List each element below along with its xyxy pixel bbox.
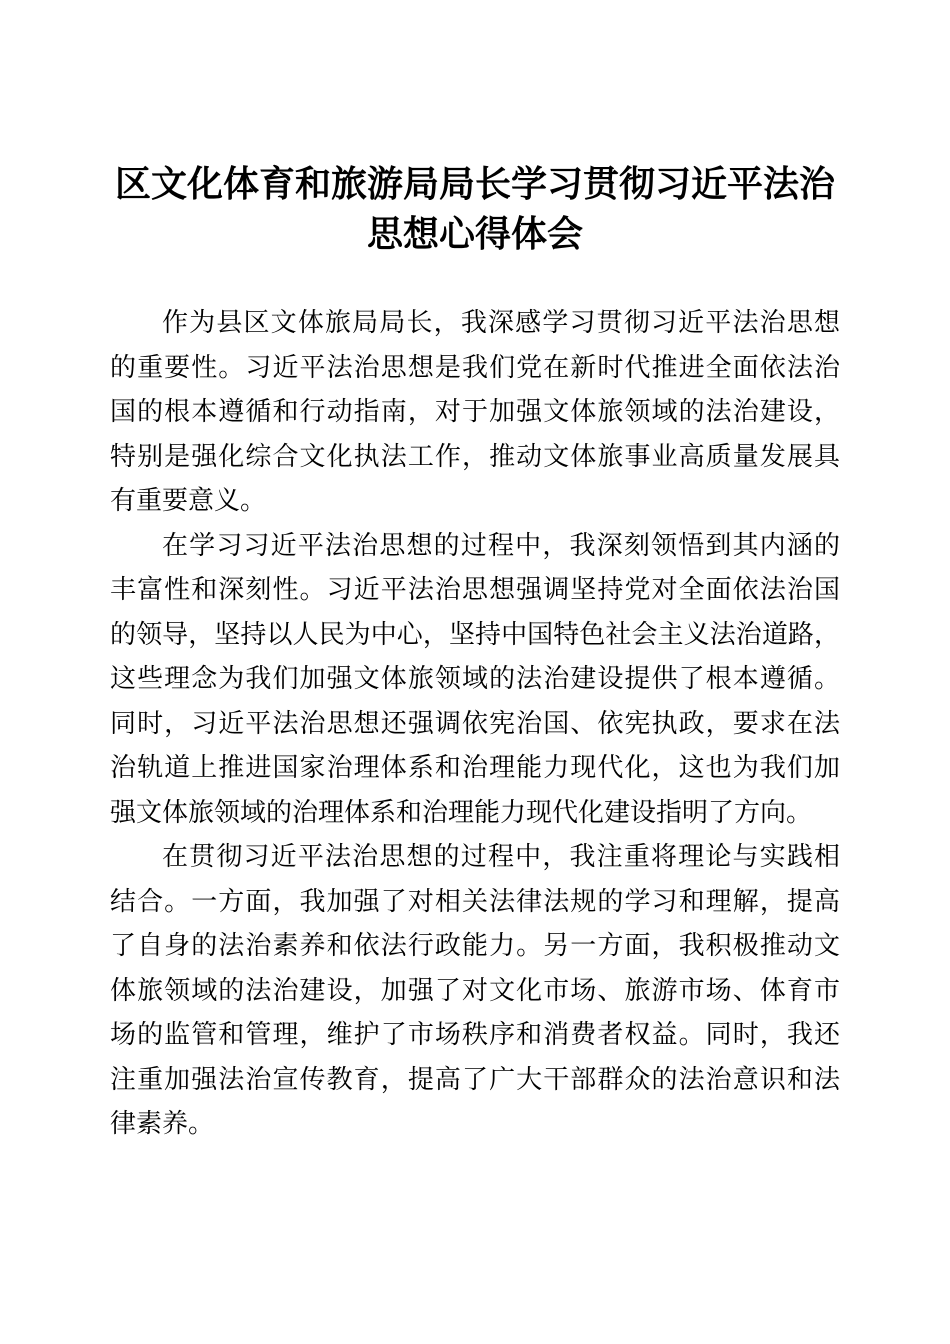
text-line: 在学习习近平法治思想的过程中，我深刻领悟到其内涵的 [162,530,840,560]
text-line: 的重要性。习近平法治思想是我们党在新时代推进全面依法治 [110,352,840,382]
text-line: 了自身的法治素养和依法行政能力。另一方面，我积极推动文 [110,931,840,961]
text-line: 在贯彻习近平法治思想的过程中，我注重将理论与实践相 [162,842,840,872]
text-line: 体旅领域的法治建设，加强了对文化市场、旅游市场、体育市 [110,975,840,1005]
text-line: 注重加强法治宣传教育，提高了广大干部群众的法治意识和法 [110,1064,840,1094]
text-line: 律素养。 [110,1109,215,1139]
paragraph [110,524,840,836]
text-line: 丰富性和深刻性。习近平法治思想强调坚持党对全面依法治国 [110,575,840,605]
document-body [110,301,840,1147]
text-line: 的领导，坚持以人民为中心，坚持中国特色社会主义法治道路， [110,619,840,649]
text-line: 结合。一方面，我加强了对相关法律法规的学习和理解，提高 [110,886,840,916]
text-line: 国的根本遵循和行动指南，对于加强文体旅领域的法治建设， [110,397,840,427]
text-line: 强文体旅领域的治理体系和治理能力现代化建设指明了方向。 [110,797,813,827]
title-line: 思想心得体会 [366,214,583,255]
text-line: 特别是强化综合文化执法工作，推动文体旅事业高质量发展具 [110,441,840,471]
text-line: 这些理念为我们加强文体旅领域的法治建设提供了根本遵循。 [110,664,840,694]
text-line: 有重要意义。 [110,486,267,516]
title-line: 区文化体育和旅游局局长学习贯彻习近平法治 [114,164,835,205]
document-title [110,159,840,259]
text-line: 场的监管和管理，维护了市场秩序和消费者权益。同时，我还 [110,1020,840,1050]
text-line: 同时，习近平法治思想还强调依宪治国、依宪执政，要求在法 [110,708,840,738]
paragraph [110,301,840,524]
text-line: 治轨道上推进国家治理体系和治理能力现代化，这也为我们加 [110,753,840,783]
paragraph [110,835,840,1147]
text-line: 作为县区文体旅局局长，我深感学习贯彻习近平法治思想 [162,308,840,338]
